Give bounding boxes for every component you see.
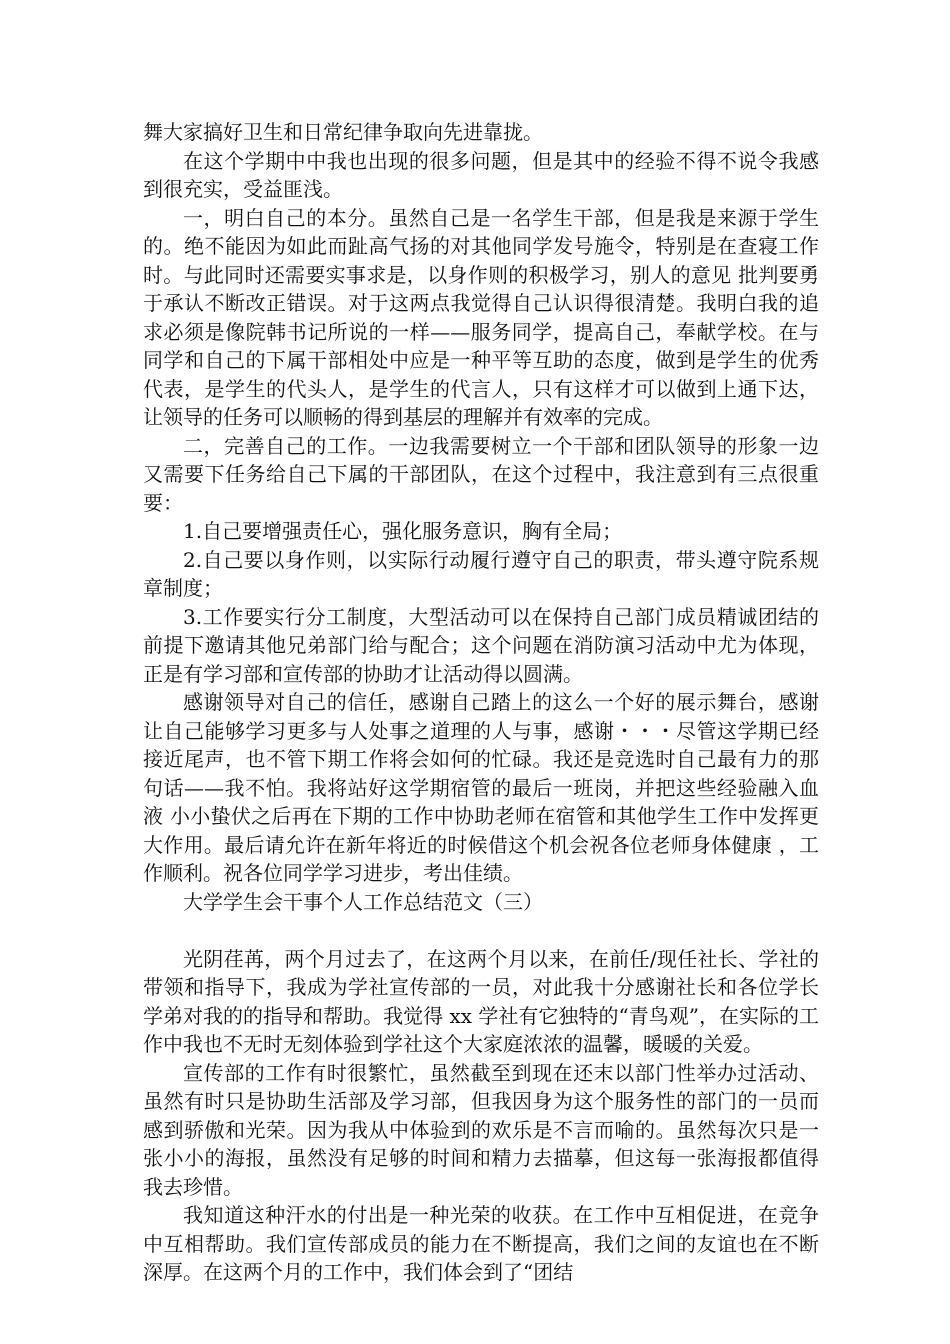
- paragraph: 感谢领导对自己的信任，感谢自己踏上的这么一个好的展示舞台，感谢让自己能够学习更多与人处事之道理的人与事，感谢・・・尽管这学期已经接近尾声，也不管下期工作将会如何的忙碌。我还是竞选时自己最有力的那句话——我不怕。我将站好这学期宿管的最后一班岗，并把这些经验融入血液 小小蛰伏之后再在下期的工作中协助老师在宿管和其他学生工作中发挥更大作用。最后请允许在新年将近的时候借这个机会祝各位老师身体健康 ，工作顺利。祝各位同学学习进步，考出佳绩。: [143, 690, 819, 885]
- paragraph: 在这个学期中中我也出现的很多问题，但是其中的经验不得不说令我感到很充实，受益匪浅。: [143, 148, 819, 201]
- paragraph: 光阴荏苒，两个月过去了，在这两个月以来，在前任/现任社长、学社的带领和指导下，我成为学社宣传部的一员，对此我十分感谢社长和各位学长学弟对我的的指导和帮助。我觉得 xx 学社有它独特的“青鸟观”，在实际的工作中我也不无时无刻体验到学社这个大家庭浓浓的温馨，暖暖的关爱。: [143, 946, 819, 1056]
- paragraph: 一，明白自己的本分。虽然自己是一名学生干部，但是我是来源于学生的。绝不能因为如此而趾高气扬的对其他同学发号施令，特别是在查寝工作时。与此同时还需要实事求是，以身作则的积极学习，别人的意见 批判要勇于承认不断改正错误。对于这两点我觉得自己认识得很清楚。我明白我的追求必须是像院韩书记所说的一样——服务同学，提高自己，奉献学校。在与同学和自己的下属干部相处中应是一种平等互助的态度，做到是学生的优秀代表，是学生的代头人，是学生的代言人，只有这样才可以做到上通下达，让领导的任务可以顺畅的得到基层的理解并有效率的完成。: [143, 205, 819, 429]
- list-item: 3.工作要实行分工制度，大型活动可以在保持自己部门成员精诚团结的前提下邀请其他兄弟部门给与配合；这个问题在消防演习活动中尤为体现，正是有学习部和宣传部的协助才让活动得以圆满。: [143, 604, 819, 686]
- section-heading: 大学学生会干事个人工作总结范文（三）: [183, 889, 543, 914]
- paragraph: 我知道这种汗水的付出是一种光荣的收获。在工作中互相促进，在竞争中互相帮助。我们宣传部成员的能力在不断提高，我们之间的友谊也在不断深厚。在这两个月的工作中，我们体会到了“团结: [143, 1203, 819, 1284]
- list-item: 2.自己要以身作则，以实际行动履行遵守自己的职责，带头遵守院系规章制度；: [143, 547, 819, 600]
- list-item: 1.自己要增强责任心，强化服务意识，胸有全局；: [183, 519, 623, 543]
- blank-line: [143, 916, 819, 945]
- paragraph: 舞大家搞好卫生和日常纪律争取向先进靠拢。: [143, 120, 543, 144]
- paragraph: 二，完善自己的工作。一边我需要树立一个干部和团队领导的形象一边又需要下任务给自己下属的干部团队，在这个过程中，我注意到有三点很重要：: [143, 433, 819, 515]
- paragraph: 宣传部的工作有时很繁忙，虽然截至到现在还末以部门性举办过活动、虽然有时只是协助生活部及学习部，但我因身为这个服务性的部门的一员而感到骄傲和光荣。因为我从中体验到的欢乐是不言而喻的。虽然每次只是一张小小的海报，虽然没有足够的时间和精力去描摹，但这每一张海报都值得我去珍惜。: [143, 1060, 819, 1199]
- document-body: [143, 118, 819, 1287]
